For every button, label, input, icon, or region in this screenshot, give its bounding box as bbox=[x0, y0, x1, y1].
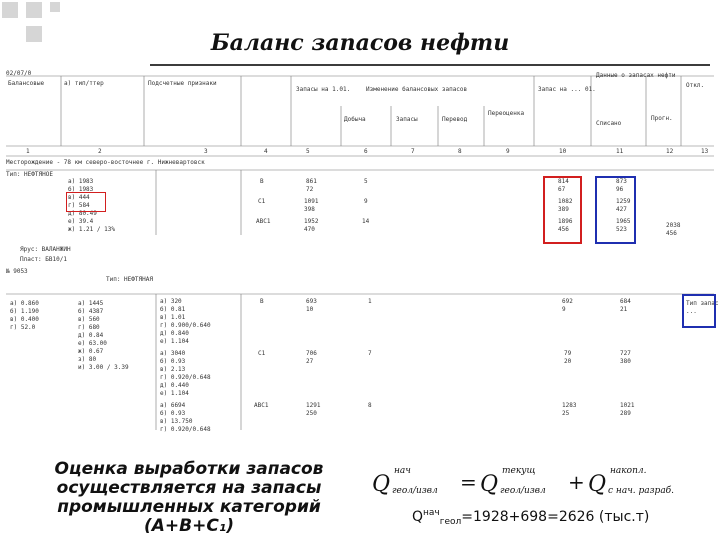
result-line bbox=[412, 508, 649, 527]
section2-title: № 9053 bbox=[6, 268, 28, 275]
header-forecast: Прогн. bbox=[651, 115, 673, 122]
title-underline bbox=[150, 64, 710, 66]
formula-t1-sup: нач bbox=[394, 466, 411, 476]
section2-sub: Тип: НЕФТЯНАЯ bbox=[106, 276, 153, 283]
layer-stage: Ярус: ВАЛАНЖИН bbox=[20, 246, 71, 253]
result-sup: нач bbox=[423, 508, 440, 518]
header-reeval: Переоценка bbox=[488, 110, 525, 117]
header-reserves2: Запас на ... 01. bbox=[538, 86, 596, 93]
red-highlight-param bbox=[66, 192, 106, 212]
formula-plus: + bbox=[568, 470, 585, 494]
section1-sub: Тип: НЕФТЯНОЕ bbox=[6, 171, 53, 178]
formula-t3-sub: с нач. разраб. bbox=[608, 486, 675, 496]
header-transfer: Перевод bbox=[442, 116, 468, 123]
formula-q1: Q bbox=[372, 472, 391, 497]
formula-q2: Q bbox=[480, 472, 499, 497]
blue-highlight-note bbox=[682, 294, 716, 328]
slide-title: Баланс запасов нефти bbox=[210, 30, 510, 56]
formula-t2-sub: геол/извл bbox=[500, 486, 546, 496]
header-data: Данные о запасах нефти bbox=[596, 72, 676, 79]
header-dev: Откл. bbox=[686, 82, 705, 89]
header-written-off: Списано bbox=[596, 120, 622, 127]
red-highlight-reserves bbox=[543, 176, 582, 244]
result-sub: геол bbox=[439, 517, 462, 527]
layer-bed: Пласт: БВ10/1 bbox=[20, 256, 67, 263]
assessment-note: Оценка выработки запасов осуществляется на запасы промышленных категорий (А+В+С₁) bbox=[54, 459, 324, 536]
formula-t2-sup: текущ bbox=[502, 466, 536, 476]
form-code: 02/07/0 bbox=[6, 70, 32, 77]
header-reserves: Запасы на 1.01. bbox=[296, 86, 351, 93]
reserves-formula bbox=[372, 462, 702, 506]
formula-t3-sup: накопл. bbox=[610, 466, 647, 476]
blue-highlight-reserves bbox=[595, 176, 636, 244]
result-expression: =1928+698=2626 (тыс.т) bbox=[461, 509, 650, 525]
header-col1: Балансовые bbox=[8, 80, 45, 87]
formula-equals: = bbox=[460, 470, 477, 494]
section1-title: Месторождение - 78 км северо-восточнее г. Нижневартовск bbox=[6, 159, 205, 166]
header-col3: Подсчетные признаки bbox=[148, 80, 217, 87]
header-change: Изменение балансовых запасов bbox=[366, 86, 468, 93]
formula-t1-sub: геол/извл bbox=[392, 486, 438, 496]
header-col2: а) тип/ттер bbox=[64, 80, 104, 87]
header-production: Добыча bbox=[344, 116, 366, 123]
result-q: Q bbox=[412, 509, 424, 525]
balance-table-scan: 02/07/0 Балансовые а) тип/ттер Подсчетные признаки Изменение балансовых запасов Запасы на 1.01. Запас на ... 01. Данные о запасах нефти Откл. Прогн. Добыча Запасы Перевод Переоценка Списано 1 2 3 4 5 6 7 8 9 10 11 12 13 Месторождение - 78 км северо-восточнее г. Нижневартовск Тип: НЕФТЯНОЕ а) 1983 б) 1983 в) 444 г) 584 д) 80.49 е) 39.4 ж) 1.21 / 13% В 861 72 5 814 67 873 96 С1 1091 398 9 1082 389 1259 427 АВС1 1952 470 14 1896 456 1965 523 2038 456 Ярус: ВАЛАНЖИН Пласт: БВ10/1 № 9053 Тип: НЕФТЯНАЯ а) 0.860 б) 1.190 в) 0.400 г) 52.0 а) 1445 б) 4387 в) 560 г) 680 д) 0.84 е) 63.00 ж) 0.67 з) 80 и) 3.00 / 3.39 а) 320 б) 0.81 в) 1.01 г) 0.900/0.640 д) 0.840 е) 1.104 В 693 10 1 692 9 684 21 а) 3040 б) 0.93 в) 2.13 г) 0.920/0.648 д) 0.440 е) 1.104 С1 706 27 7 79 20 727 380 а) 6694 б) 0.93 в) 13.750 г) 0.920/0.648 АВС1 1291 250 8 1283 25 1021 289 Тип запас ... bbox=[6, 70, 719, 433]
header-stock: Запасы bbox=[396, 116, 418, 123]
formula-q3: Q bbox=[588, 472, 607, 497]
